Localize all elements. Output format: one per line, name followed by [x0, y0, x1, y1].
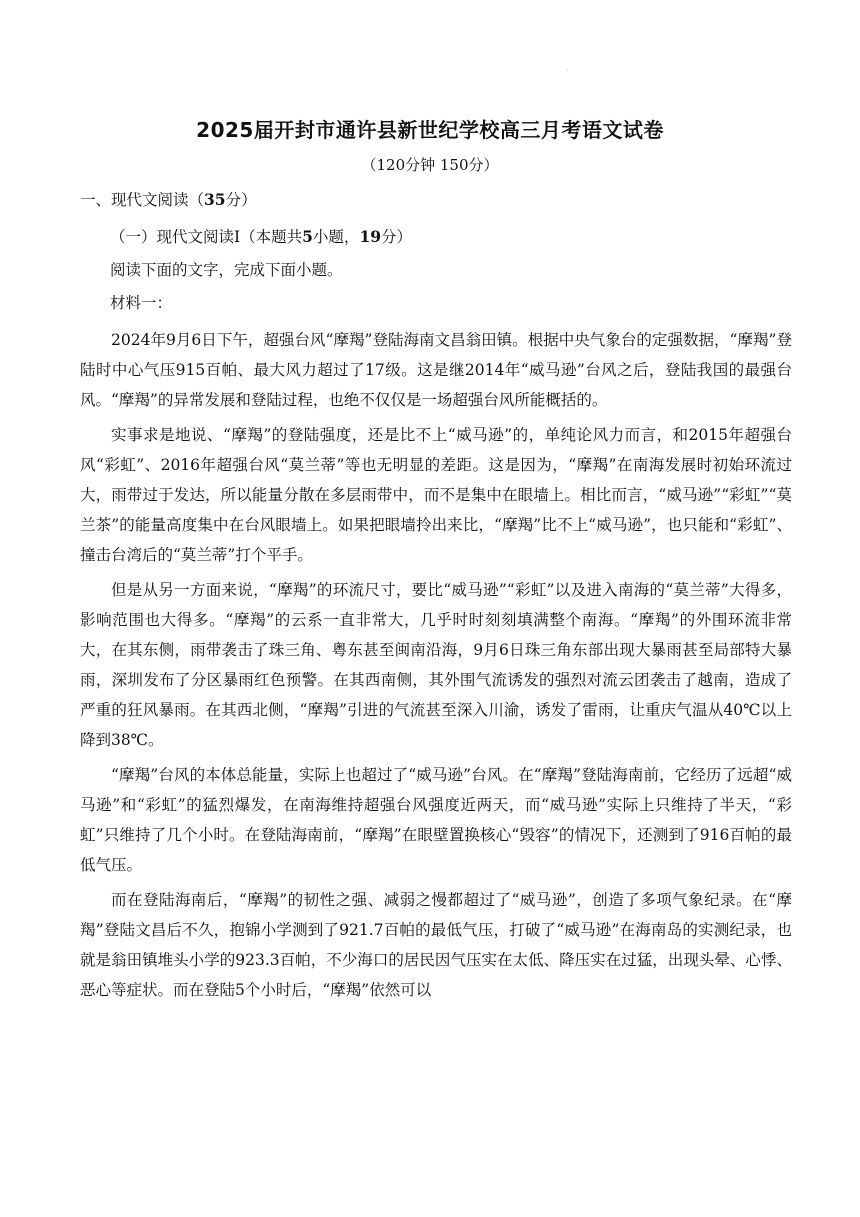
- subsection-score: 19: [359, 227, 382, 246]
- scan-mark: ·: [566, 66, 569, 75]
- paragraph: 而在登陆海南后，“摩羯”的韧性之强、减弱之慢都超过了“威马逊”，创造了多项气象纪录。在“摩羯”登陆文昌后不久，抱锦小学测到了921.7百帕的最低气压，打破了“威马逊”在海南岛的实测纪录，也就是翁田镇堆头小学的923.3百帕，不少海口的居民因气压实在太低、降压实在过猛，出现头晕、心悸、恶心等症状。而在登陆5个小时后，“摩羯”依然可以: [80, 891, 792, 999]
- material-label: 材料一：: [110, 294, 173, 312]
- paragraph: 2024年9月6日下午，超强台风“摩羯”登陆海南文昌翁田镇。根据中央气象台的定强数据，“摩羯”登陆时中心气压915百帕、最大风力超过了17级。这是继2014年“威马逊”台风之后，登陆我国的最强台风。“摩羯”的异常发展和登陆过程，也绝不仅仅是一场超强台风所能概括的。: [80, 331, 792, 409]
- section-heading: [80, 188, 257, 210]
- paragraph: “摩羯”台风的本体总能量，实际上也超过了“威马逊”台风。在“摩羯”登陆海南前，它经历了远超“威马逊”和“彩虹”的猛烈爆发，在南海维持超强台风强度近两天，而“威马逊”实际上只维持了半天，“彩虹”只维持了几个小时。在登陆海南前，“摩羯”在眼壁置换核心“毁容”的情况下，还测到了916百帕的最低气压。: [80, 766, 792, 874]
- page-title: 2025届开封市通许县新世纪学校高三月考语文试卷: [196, 118, 664, 142]
- section-score: 35: [204, 190, 226, 209]
- subsection-heading: [110, 225, 412, 247]
- exam-duration-score: （120分钟 150分）: [361, 156, 499, 174]
- subsection-mid: 小题，: [312, 228, 360, 246]
- question-count: 5: [302, 227, 313, 246]
- subsection-suffix: 分）: [381, 228, 413, 246]
- section-heading-suffix: 分）: [225, 191, 257, 209]
- reading-instruction: 阅读下面的文字，完成下面小题。: [110, 261, 343, 279]
- subsection-prefix: （一）现代文阅读Ⅰ（本题共: [110, 228, 303, 246]
- material-body: [80, 325, 792, 1010]
- paragraph: 但是从另一方面来说，“摩羯”的环流尺寸，要比“威马逊”“彩虹”以及进入南海的“莫兰蒂”大得多，影响范围也大得多。“摩羯”的云系一直非常大，几乎时时刻刻填满整个南海。“摩羯”的外围环流非常大，在其东侧，雨带袭击了珠三角、粤东甚至闽南沿海，9月6日珠三角东部出现大暴雨甚至局部特大暴雨，深圳发布了分区暴雨红色预警。在其西南侧，其外围气流诱发的强烈对流云团袭击了越南，造成了严重的狂风暴雨。在其西北侧，“摩羯”引进的气流甚至深入川渝，诱发了雷雨，让重庆气温从40℃以上降到38℃。: [80, 581, 792, 749]
- paragraph: 实事求是地说、“摩羯”的登陆强度，还是比不上“威马逊”的，单纯论风力而言，和2015年超强台风“彩虹”、2016年超强台风“莫兰蒂”等也无明显的差距。这是因为，“摩羯”在南海发展时初始环流过大，雨带过于发达，所以能量分散在多层雨带中，而不是集中在眼墙上。相比而言，“威马逊”“彩虹”“莫兰茶”的能量高度集中在台风眼墙上。如果把眼墙拎出来比，“摩羯”比不上“威马逊”，也只能和“彩虹”、撞击台湾后的“莫兰蒂”打个平手。: [80, 426, 792, 564]
- section-heading-prefix: 一、现代文阅读（: [80, 191, 205, 209]
